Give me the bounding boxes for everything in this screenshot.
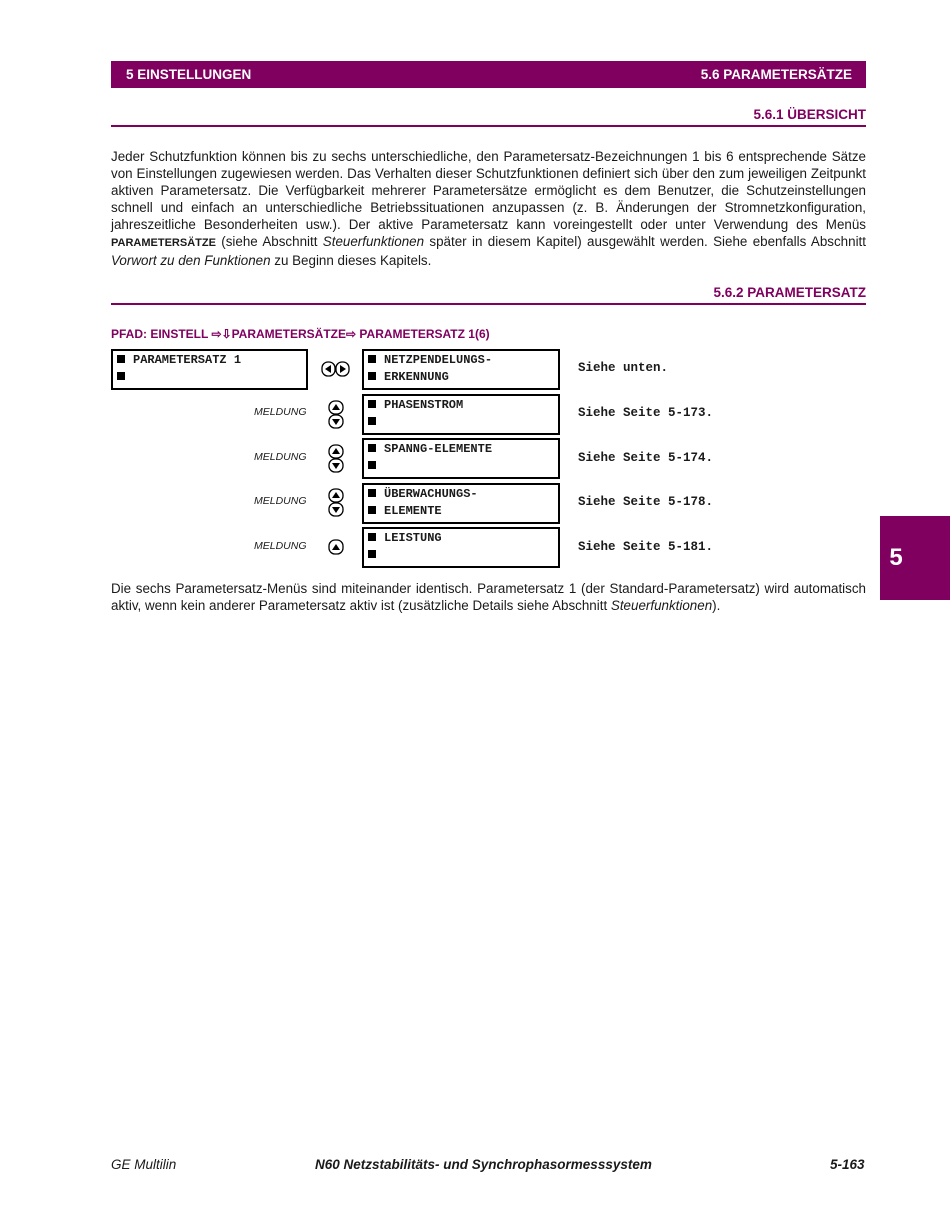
up-down-arrow-icon — [328, 400, 344, 430]
chapter-header-bar — [111, 61, 866, 88]
menu-item-text: PHASENSTROM — [384, 398, 464, 412]
menu-name: PARAMETERSÄTZE — [111, 237, 216, 249]
overview-text-d: zu Beginn dieses Kapitels. — [270, 253, 432, 268]
closing-paragraph — [111, 580, 866, 614]
main-menu-line1 — [117, 352, 302, 369]
menu-item-text: NETZPENDELUNGS- — [384, 353, 493, 367]
message-label: MELDUNG — [254, 406, 307, 418]
menu-box-netzpendelung — [362, 349, 560, 390]
menu-box-line — [368, 530, 554, 547]
main-menu-line2 — [117, 369, 302, 386]
chapter-title: 5 EINSTELLUNGEN — [126, 67, 252, 82]
path-mid: PARAMETERSÄTZE — [231, 327, 347, 341]
reference-steuerfunktionen-2: Steuerfunktionen — [610, 598, 713, 613]
section-title: 5.6 PARAMETERSÄTZE — [700, 67, 852, 82]
footer-company: GE Multilin — [111, 1157, 177, 1172]
overview-text-b: (siehe Abschnitt — [215, 234, 323, 249]
path-arrow-right-icon: ⇨ — [346, 327, 357, 341]
footer-manual-title: N60 Netzstabilitäts- und Synchrophasormesssystem — [315, 1157, 652, 1172]
subsection-heading-parametersatz: 5.6.2 PARAMETERSATZ — [111, 285, 866, 305]
menu-box-line — [368, 486, 554, 503]
menu-path — [111, 327, 490, 341]
closing-text-b: ). — [712, 598, 721, 613]
path-arrow-right-down-icon: ⇨⇩ — [211, 327, 232, 341]
up-arrow-icon — [328, 539, 344, 555]
message-label: MELDUNG — [254, 495, 307, 507]
menu-item-text: ERKENNUNG — [384, 370, 449, 384]
menu-box-line — [368, 414, 554, 431]
menu-box-leistung — [362, 527, 560, 568]
chapter-side-tab: 5 — [880, 516, 950, 600]
menu-box-spannung — [362, 438, 560, 479]
reference-text: Siehe Seite 5-181. — [578, 540, 714, 554]
menu-item-text: SPANNG-ELEMENTE — [384, 442, 493, 456]
menu-item-text: ELEMENTE — [384, 504, 442, 518]
reference-vorwort: Vorwort zu den Funktionen — [111, 253, 271, 268]
up-down-arrow-icon — [328, 488, 344, 518]
message-label: MELDUNG — [254, 451, 307, 463]
main-menu-box — [111, 349, 308, 390]
closing-text-a: Die sechs Parametersatz-Menüs sind miteinander identisch. Parametersatz 1 (der Standard-Parametersatz) wird automatisch aktiv, wenn kein anderer Parametersatz aktiv ist (zusätzliche Details siehe Abschnitt — [111, 581, 866, 613]
reference-text: Siehe Seite 5-174. — [578, 451, 714, 465]
overview-text-c: später in diesem Kapitel) ausgewählt werden. Siehe ebenfalls Abschnitt — [424, 234, 866, 249]
menu-box-line — [368, 369, 554, 386]
reference-steuerfunktionen: Steuerfunktionen — [322, 234, 425, 249]
overview-paragraph — [111, 148, 866, 269]
subsection-heading-uebersicht: 5.6.1 ÜBERSICHT — [111, 107, 866, 127]
left-right-arrow-icon — [321, 361, 351, 377]
reference-text: Siehe Seite 5-173. — [578, 406, 714, 420]
menu-box-line — [368, 441, 554, 458]
menu-box-line — [368, 503, 554, 520]
menu-item-text: LEISTUNG — [384, 531, 442, 545]
menu-box-phasenstrom — [362, 394, 560, 435]
message-label: MELDUNG — [254, 540, 307, 552]
footer-page-number: 5-163 — [830, 1157, 865, 1172]
menu-box-line — [368, 397, 554, 414]
menu-item-text: ÜBERWACHUNGS- — [384, 487, 478, 501]
path-prefix: PFAD: EINSTELL — [111, 327, 212, 341]
up-down-arrow-icon — [328, 444, 344, 474]
menu-box-ueberwachung — [362, 483, 560, 524]
menu-box-line — [368, 547, 554, 564]
overview-text-a: Jeder Schutzfunktion können bis zu sechs unterschiedliche, den Parametersatz-Bezeichnungen 1 bis 6 entsprechende Sätze von Einstellungen zugewiesen werden. Das Verhalten dieser Schutzfunktionen definiert sich über den zum jeweiligen Zeitpunkt aktiven Parametersatz. Die Verfügbarkeit mehrerer Parametersätze ermöglicht es dem Benutzer, die Schutzeinstellungen schnell und einfach an unterschiedliche Betriebssituationen anzupassen (z. B. Änderungen der Stromnetzkonfiguration, jahreszeitliche Besonderheiten usw.). Der aktive Parametersatz kann voreingestellt oder unter Verwendung des Menüs — [111, 149, 866, 232]
reference-text: Siehe unten. — [578, 361, 669, 375]
reference-text: Siehe Seite 5-178. — [578, 495, 714, 509]
menu-box-line — [368, 352, 554, 369]
path-end: PARAMETERSATZ 1(6) — [356, 327, 490, 341]
main-menu-text: PARAMETERSATZ 1 — [133, 353, 242, 367]
menu-box-line — [368, 458, 554, 475]
